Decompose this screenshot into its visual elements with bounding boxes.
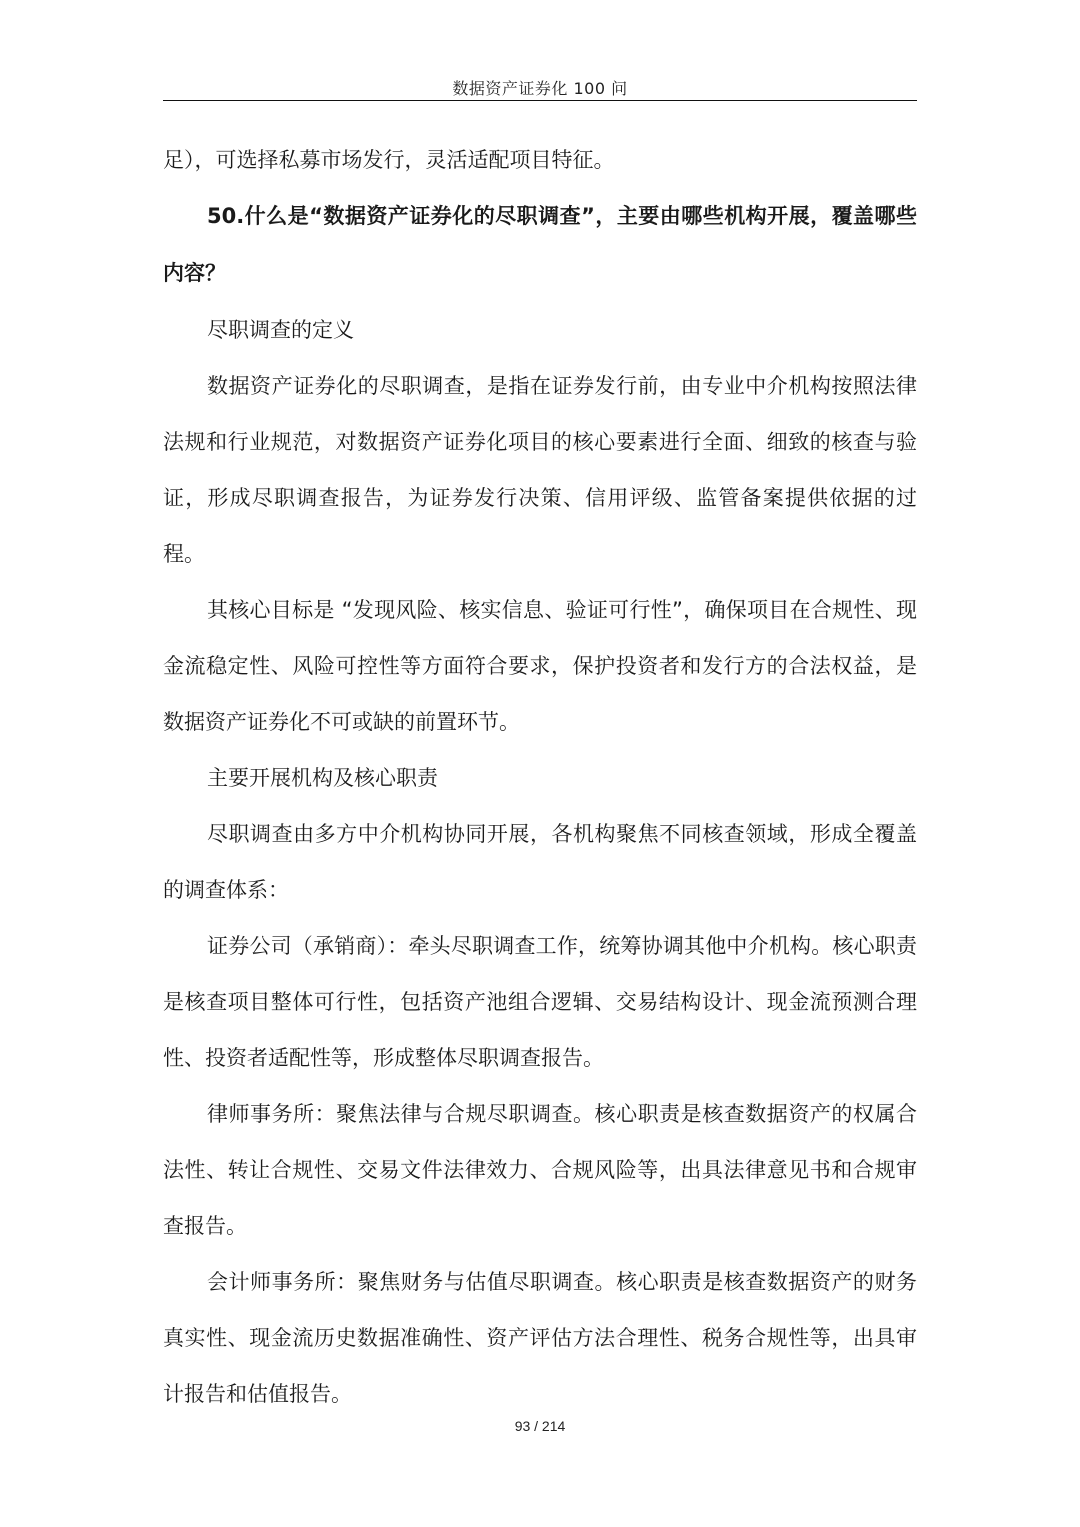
header-divider [163, 100, 917, 101]
continuation-paragraph: 足），可选择私募市场发行，灵活适配项目特征。 [163, 148, 615, 172]
institutions-intro-paragraph: 尽职调查由多方中介机构协同开展，各机构聚焦不同核查领域，形成全覆盖的调查体系： [163, 822, 917, 902]
securities-firm-paragraph: 证券公司（承销商）：牵头尽职调查工作，统筹协调其他中介机构。核心职责是核查项目整体可行性，包括资产池组合逻辑、交易结构设计、现金流预测合理性、投资者适配性等，形成整体尽职调查报告。 [163, 934, 917, 1070]
objective-paragraph: 其核心目标是 “发现风险、核实信息、验证可行性”，确保项目在合规性、现金流稳定性、风险可控性等方面符合要求，保护投资者和发行方的合法权益，是数据资产证券化不可或缺的前置环节。 [163, 598, 917, 734]
running-header-title: 数据资产证券化 100 问 [452, 79, 628, 98]
document-body [163, 132, 917, 1422]
question-heading: 50.什么是“数据资产证券化的尽职调查”，主要由哪些机构开展，覆盖哪些内容？ [163, 204, 917, 285]
definition-paragraph: 数据资产证券化的尽职调查，是指在证券发行前，由专业中介机构按照法律法规和行业规范，对数据资产证券化项目的核心要素进行全面、细致的核查与验证，形成尽职调查报告，为证券发行决策、信用评级、监管备案提供依据的过程。 [163, 374, 917, 566]
page-number: 93 / 214 [514, 1418, 566, 1434]
section-title-institutions: 主要开展机构及核心职责 [207, 766, 438, 790]
law-firm-paragraph: 律师事务所：聚焦法律与合规尽职调查。核心职责是核查数据资产的权属合法性、转让合规性、交易文件法律效力、合规风险等，出具法律意见书和合规审查报告。 [163, 1102, 917, 1238]
section-title-definition: 尽职调查的定义 [207, 318, 354, 342]
accounting-firm-paragraph: 会计师事务所：聚焦财务与估值尽职调查。核心职责是核查数据资产的财务真实性、现金流历史数据准确性、资产评估方法合理性、税务合规性等，出具审计报告和估值报告。 [163, 1270, 917, 1406]
